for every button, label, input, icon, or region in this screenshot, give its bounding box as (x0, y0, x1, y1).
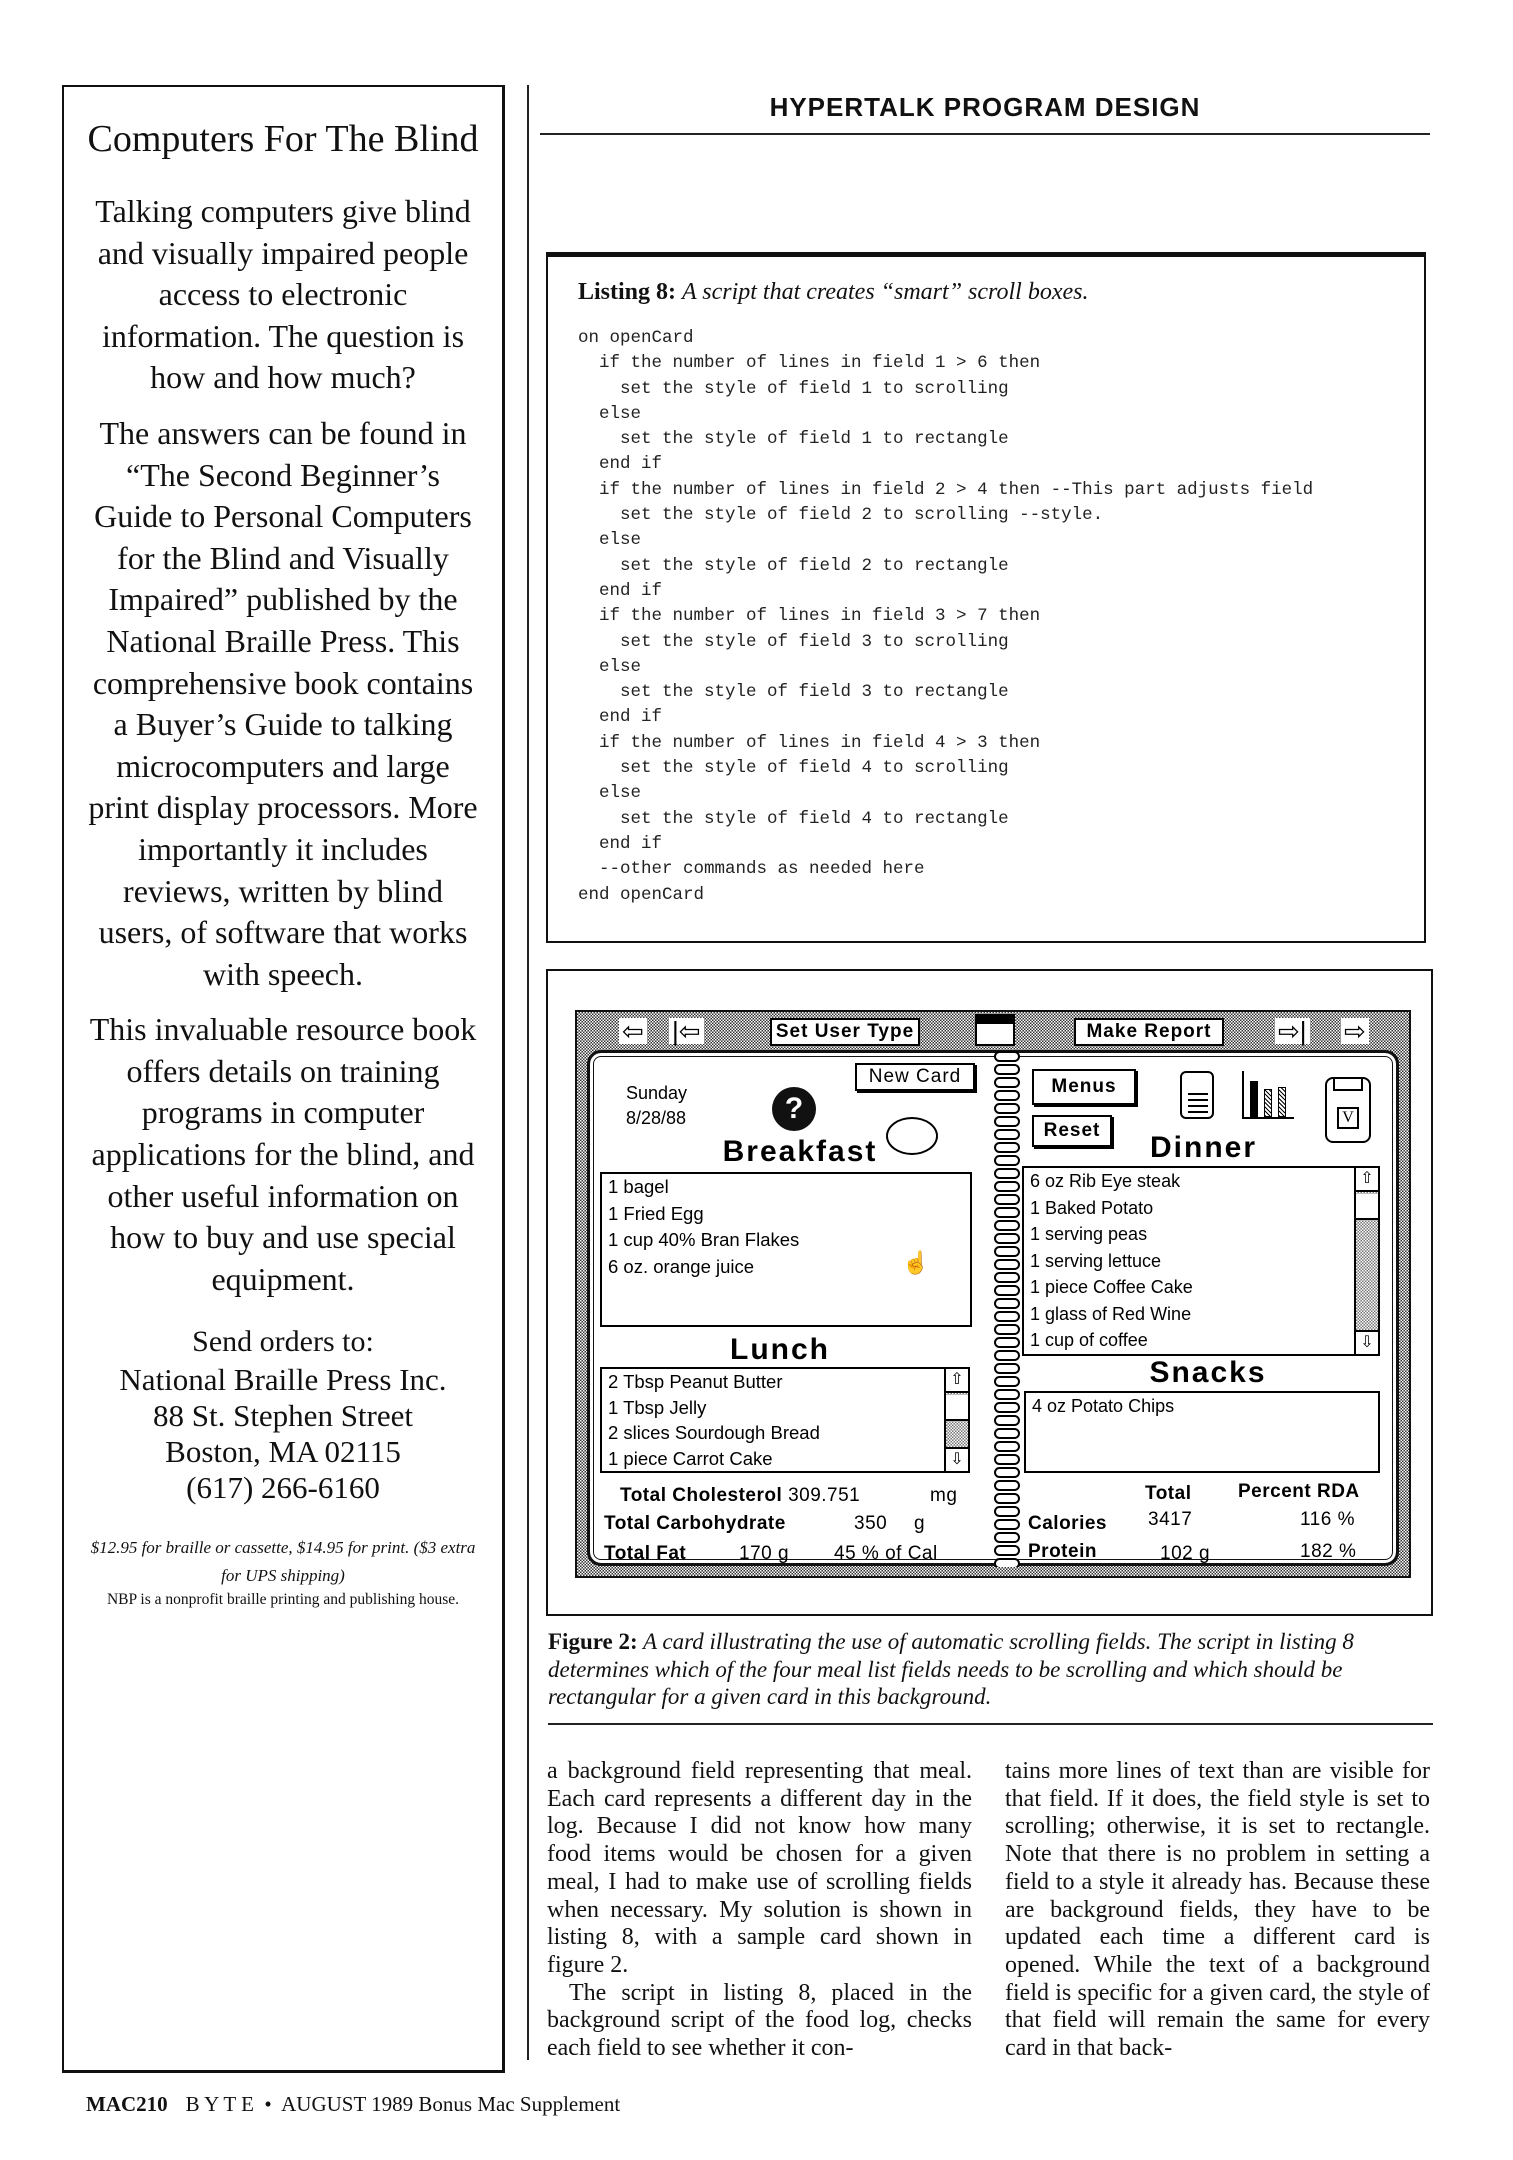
protein-percent: 182 % (1300, 1541, 1357, 1562)
spiral-loop (994, 1493, 1020, 1504)
spiral-loop (994, 1532, 1020, 1543)
body-column-2 (1005, 1758, 1430, 2063)
spiral-loop (994, 1129, 1020, 1140)
food-item: 1 piece Carrot Cake (608, 1447, 773, 1469)
sidebar-title: Computers For The Blind (87, 118, 479, 160)
sidebar-paragraph: This invaluable resource book offers details on training programs in computer applications for the blind, and other useful information on how to buy and use special equipment. (89, 1011, 477, 1297)
column-divider (527, 85, 529, 2060)
set-user-type-button[interactable]: Set User Type (770, 1018, 920, 1046)
spiral-binding (990, 1051, 1024, 1567)
spiral-loop (994, 1454, 1020, 1465)
figure-box (546, 969, 1433, 1616)
food-item: 1 piece Coffee Cake (1030, 1277, 1193, 1297)
address-line: 88 St. Stephen Street (152, 1398, 414, 1434)
cholesterol-value: 309.751 (788, 1485, 861, 1506)
figure-label: Figure 2: (548, 1629, 638, 1654)
spiral-loop (994, 1194, 1020, 1205)
stats-header-rda: Percent RDA (1238, 1481, 1360, 1502)
body-paragraph: tains more lines of text than are visible for that field. If it does, the field style is set to scrolling; otherwise, it is set to rectangle. Note that there is no problem in setting a field to a style it already has. Because these are background fields, they have to be updated each time a different card is opened. While the text of a background field is specific for a given card, the style of that field will remain the same for every card in that back- (1005, 1758, 1430, 2062)
spiral-loop (994, 1077, 1020, 1088)
food-item: 1 serving peas (1030, 1224, 1148, 1244)
carb-value: 350 (854, 1513, 888, 1534)
dinner-field[interactable] (1022, 1166, 1380, 1356)
scroll-up-arrow-icon[interactable]: ⇧ (1356, 1168, 1378, 1192)
spiral-loop (994, 1558, 1020, 1567)
spiral-loop (994, 1064, 1020, 1075)
reset-button[interactable]: Reset (1032, 1115, 1112, 1147)
date-label: 8/28/88 (626, 1108, 687, 1128)
food-item: 1 bagel (608, 1176, 669, 1197)
sidebar-ad-box (62, 85, 505, 2073)
spiral-loop (994, 1298, 1020, 1309)
lunch-title: Lunch (730, 1333, 830, 1366)
hypercard-card (575, 1010, 1411, 1578)
prev-arrow-icon[interactable]: ⇦ (619, 1018, 647, 1044)
calories-value: 3417 (1148, 1509, 1193, 1530)
spiral-loop (994, 1519, 1020, 1530)
publication-line: B Y T E • AUGUST 1989 Bonus Mac Supplement (185, 2092, 621, 2116)
fat-row (604, 1543, 984, 1565)
fat-label: Total Fat (604, 1543, 687, 1564)
food-item: 6 oz. orange juice (608, 1255, 755, 1277)
spiral-loop (994, 1415, 1020, 1426)
scroll-thumb[interactable] (946, 1395, 968, 1421)
bar-chart-icon[interactable] (1242, 1071, 1294, 1119)
caption-rule (548, 1723, 1433, 1725)
help-icon[interactable]: ? (772, 1087, 816, 1131)
cholesterol-unit: mg (930, 1485, 958, 1506)
food-item: 1 glass of Red Wine (1030, 1303, 1192, 1324)
home-icon[interactable] (975, 1014, 1015, 1046)
carb-unit: g (914, 1513, 926, 1534)
send-orders-label: Send orders to: (192, 1325, 374, 1359)
listing-caption-text: A script that creates “smart” scroll boxes. (682, 279, 1089, 305)
spiral-loop (994, 1207, 1020, 1218)
spiral-loop (994, 1428, 1020, 1439)
carb-label: Total Carbohydrate (604, 1513, 786, 1534)
spiral-loop (994, 1285, 1020, 1296)
new-card-button[interactable]: New Card (855, 1063, 975, 1091)
protein-value: 102 g (1160, 1543, 1211, 1564)
scroll-down-arrow-icon[interactable]: ⇩ (946, 1447, 968, 1471)
food-item: 1 Fried Egg (608, 1202, 704, 1224)
food-item: 1 cup 40% Bran Flakes (608, 1229, 800, 1250)
lunch-field[interactable] (600, 1367, 970, 1473)
stats-header-total: Total (1145, 1483, 1192, 1504)
next-arrow-icon[interactable]: ⇨ (1341, 1018, 1369, 1044)
page-footer (86, 2092, 620, 2117)
nbp-note: NBP is a nonprofit braille printing and publishing house. (106, 1591, 460, 1609)
menus-button[interactable]: Menus (1032, 1069, 1136, 1105)
spiral-loop (994, 1181, 1020, 1192)
listing-label: Listing 8: (578, 279, 677, 305)
breakfast-title: Breakfast (722, 1135, 878, 1168)
jar-letter: V (1337, 1107, 1359, 1129)
spiral-loop (994, 1441, 1020, 1452)
spiral-loop (994, 1272, 1020, 1283)
spiral-loop (994, 1350, 1020, 1361)
spiral-loop (994, 1506, 1020, 1517)
spiral-loop (994, 1545, 1020, 1556)
sidebar-paragraph: The answers can be found in “The Second Beginner’s Guide to Personal Computers for the Blind and Visually Impaired” published by the National Braille Press. This comprehensive book contains a Buyer’s Guide to talking microcomputers and large print display processors. More importantly it includes reviews, written by blind users, of software that works with speech. (88, 414, 478, 992)
price-note: $12.95 for braille or cassette, $14.95 for print. ($3 extra for UPS shipping) (90, 1538, 476, 1586)
spiral-loop (994, 1363, 1020, 1374)
body-paragraph: The script in listing 8, placed in the background script of the food log, checks each field to see whether it con- (547, 1979, 972, 2062)
food-item: 1 serving lettuce (1030, 1250, 1162, 1271)
scroll-thumb[interactable] (1356, 1194, 1378, 1220)
fat-percent: 45 % of Cal (834, 1543, 938, 1564)
food-item: 2 slices Sourdough Bread (608, 1422, 820, 1443)
card-page (587, 1050, 1399, 1566)
cholesterol-label: Total Cholesterol (620, 1485, 783, 1506)
spiral-loop (994, 1090, 1020, 1101)
food-item: 4 oz Potato Chips (1032, 1396, 1175, 1416)
spiral-loop (994, 1402, 1020, 1413)
dinner-title: Dinner (1150, 1131, 1258, 1164)
body-column-1 (547, 1758, 972, 2063)
figure-caption-text: A card illustrating the use of automatic scrolling fields. The script in listing 8 determines which of the four meal list fields needs to be scrolling and which should be rectangular for a given card in this background. (548, 1629, 1354, 1709)
figure-caption (548, 1628, 1433, 1711)
header-rule (540, 133, 1430, 135)
food-item: 6 oz Rib Eye steak (1030, 1171, 1181, 1191)
body-paragraph: a background field representing that meal. Each card represents a different day in the log. Because I did not know how many food items would be chosen for a given meal, I had to make use of scrolling fields when necessary. My solution is shown in listing 8, with a sample card shown in figure 2. (547, 1758, 972, 1978)
spiral-loop (994, 1220, 1020, 1231)
snacks-field[interactable] (1024, 1391, 1380, 1473)
first-card-icon[interactable]: |⇦ (669, 1018, 704, 1044)
spiral-loop (994, 1246, 1020, 1257)
food-item: 1 cup of coffee (1030, 1330, 1148, 1350)
spiral-loop (994, 1259, 1020, 1270)
calories-label: Calories (1028, 1513, 1107, 1534)
spiral-loop (994, 1051, 1020, 1062)
hand-cursor-icon: ☝ (902, 1250, 930, 1275)
snacks-title: Snacks (1149, 1356, 1267, 1389)
dinner-scrollbar[interactable] (1354, 1168, 1378, 1354)
listing-code: on openCard if the number of lines in field 1 > 6 then set the style of field 1 to scrolling else set the style of field 1 to rectangle end if if the number of lines in field 2 > 4 then --This part adjusts field set the style of field 2 to scrolling --style. else set the style of field 2 to rectangle end if if the number of lines in field 3 > 7 then set the style of field 3 to scrolling else set the style of field 3 to rectangle end if if the number of lines in field 4 > 3 then set the style of field 4 to scrolling else set the style of field 4 to rectangle end if --other commands as needed here end openCard (578, 328, 1314, 905)
address-line: National Braille Press Inc. (119, 1362, 447, 1398)
section-header: HYPERTALK PROGRAM DESIGN (769, 92, 1201, 122)
day-label: Sunday (626, 1083, 688, 1103)
spiral-loop (994, 1168, 1020, 1179)
page-number: MAC210 (86, 2092, 168, 2116)
spiral-loop (994, 1233, 1020, 1244)
breakfast-field[interactable] (600, 1172, 972, 1327)
spiral-loop (994, 1142, 1020, 1153)
listing-caption (578, 279, 1394, 306)
cholesterol-row (620, 1485, 980, 1507)
food-item: 2 Tbsp Peanut Butter (608, 1371, 783, 1392)
spiral-loop (994, 1389, 1020, 1400)
spiral-loop (994, 1311, 1020, 1322)
lunch-scrollbar[interactable] (944, 1369, 968, 1471)
carbohydrate-row (604, 1513, 964, 1535)
listing-box (546, 252, 1426, 943)
spiral-loop (994, 1480, 1020, 1491)
spiral-loop (994, 1116, 1020, 1127)
fat-value: 170 g (739, 1543, 790, 1564)
spiral-loop (994, 1337, 1020, 1348)
food-item: 1 Tbsp Jelly (608, 1396, 707, 1418)
last-card-icon[interactable]: ⇨| (1275, 1018, 1310, 1044)
scroll-up-arrow-icon[interactable]: ⇧ (946, 1369, 968, 1393)
calculator-icon[interactable] (1180, 1071, 1214, 1119)
calories-percent: 116 % (1300, 1509, 1355, 1530)
vitamin-jar-icon[interactable] (1325, 1077, 1371, 1143)
spiral-loop (994, 1467, 1020, 1478)
spiral-loop (994, 1155, 1020, 1166)
food-item: 1 Baked Potato (1030, 1197, 1154, 1218)
address-line: Boston, MA 02115 (165, 1434, 401, 1470)
phone-line: (617) 266-6160 (186, 1470, 380, 1506)
make-report-button[interactable]: Make Report (1074, 1018, 1224, 1046)
sidebar-paragraph: Talking computers give blind and visually impaired people access to electronic information. The question is how and how much? (95, 193, 471, 396)
spiral-loop (994, 1103, 1020, 1114)
spiral-loop (994, 1324, 1020, 1335)
spiral-loop (994, 1376, 1020, 1387)
protein-label: Protein (1028, 1541, 1097, 1562)
scroll-down-arrow-icon[interactable]: ⇩ (1356, 1330, 1378, 1354)
